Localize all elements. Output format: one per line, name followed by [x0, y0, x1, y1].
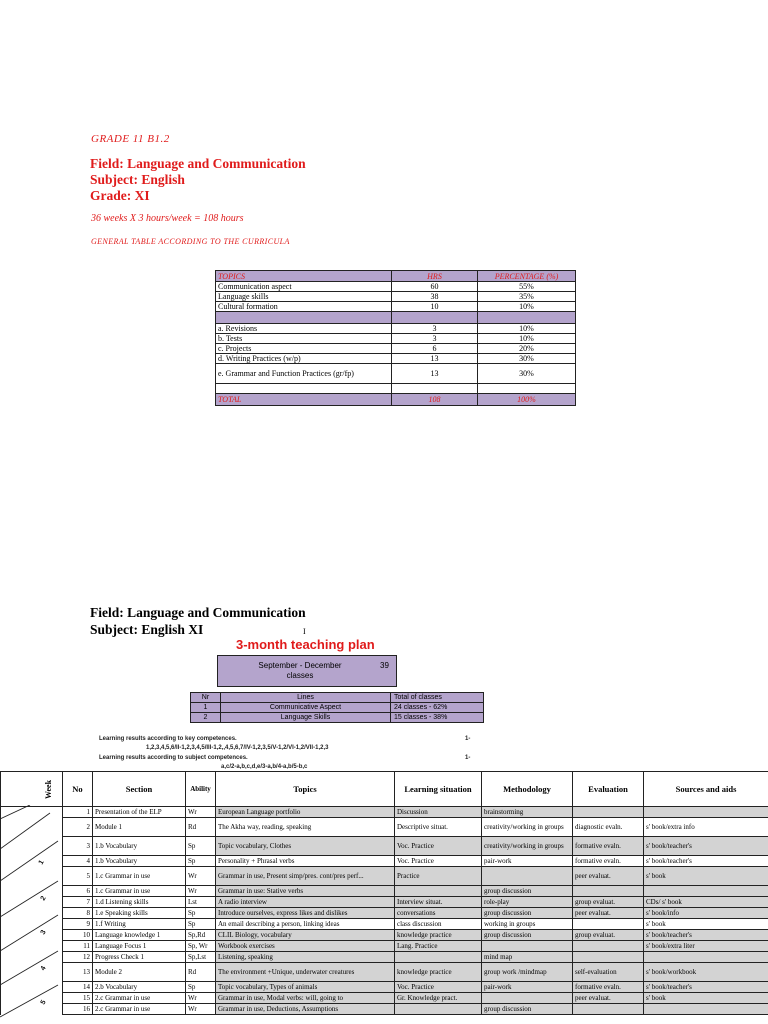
plan-topic: Topic vocabulary, Types of animals — [216, 982, 395, 993]
plan-row — [1, 930, 768, 941]
plan-topic: A radio interview — [216, 897, 395, 908]
plan-week-cell — [1, 908, 63, 919]
plan-situation: Interview situat. — [395, 897, 482, 908]
summary-topic: Communication aspect — [216, 282, 392, 292]
summary-total-label: TOTAL — [216, 394, 392, 406]
plan-eval: peer evaluat. — [573, 908, 644, 919]
plan-row — [1, 963, 768, 982]
lines-nr: 2 — [191, 713, 221, 723]
plan-header-sources: Sources and aids — [644, 772, 768, 807]
key-competences-num: 1- — [465, 736, 471, 742]
plan-row — [1, 897, 768, 908]
plan-method: pair-work — [482, 856, 573, 867]
plan-row — [1, 818, 768, 837]
plan-week-cell — [1, 867, 63, 886]
plan-situation: Lang. Practice — [395, 941, 482, 952]
plan-eval: group evaluat. — [573, 930, 644, 941]
plan-header-no: No — [63, 772, 93, 807]
plan-situation: Gr. Knowledge pract. — [395, 993, 482, 1004]
summary-topic: a. Revisions — [216, 324, 392, 334]
week-mark-4: 4 — [39, 965, 48, 972]
plan-ability: Lst — [186, 897, 216, 908]
plan-section: 2.b Vocabulary — [93, 982, 186, 993]
plan-situation: knowledge practice — [395, 963, 482, 982]
plan-section: Language knowledge 1 — [93, 930, 186, 941]
plan-ability: Sp — [186, 856, 216, 867]
summary-total-hrs: 108 — [392, 394, 478, 406]
summary-row — [216, 292, 576, 302]
key-competences-values: 1,2,3,4,5,6/II-1,2,3,4,5/III-1,2,,4,5,6,7/IV-1,2,3,5/V-1,2/VI-1,2/VII-1,2,3 — [146, 745, 329, 751]
plan-section: 2.c Grammar in use — [93, 993, 186, 1004]
plan-week-cell — [1, 982, 63, 993]
plan-method: brainstorming — [482, 807, 573, 818]
plan-sources: s' book/teacher's — [644, 982, 768, 993]
plan-no: 3 — [63, 837, 93, 856]
summary-hrs: 13 — [392, 364, 478, 384]
plan-week-cell — [1, 886, 63, 897]
period-box — [217, 655, 397, 687]
plan-row — [1, 886, 768, 897]
weeks-line: 36 weeks X 3 hours/week = 108 hours — [91, 213, 244, 224]
plan-section: Language Focus 1 — [93, 941, 186, 952]
summary-hrs: 60 — [392, 282, 478, 292]
summary-separator-row — [216, 312, 576, 324]
lines-header-lines: Lines — [221, 693, 391, 703]
plan-method: creativity/working in groups — [482, 818, 573, 837]
plan-no: 9 — [63, 919, 93, 930]
week-header-label: Week — [43, 779, 53, 799]
plan-ability: Sp, Wr — [186, 941, 216, 952]
lines-header-nr: Nr — [191, 693, 221, 703]
key-competences-label: Learning results according to key competences. — [99, 736, 237, 742]
week-mark-3: 3 — [39, 929, 48, 936]
plan-ability: Sp — [186, 919, 216, 930]
plan-row — [1, 952, 768, 963]
lines-name: Language Skills — [221, 713, 391, 723]
plan-sources: s' book/teacher's — [644, 930, 768, 941]
summary-header-row — [216, 271, 576, 282]
subject-competences-num: 1- — [465, 755, 471, 761]
plan-method: role-play — [482, 897, 573, 908]
summary-total-row — [216, 394, 576, 406]
summary-pct: 55% — [478, 282, 576, 292]
lines-nr: 1 — [191, 703, 221, 713]
lines-table — [190, 692, 484, 723]
lines-row — [191, 713, 484, 723]
lines-row — [191, 703, 484, 713]
plan-method: working in groups — [482, 919, 573, 930]
subject-competences-label: Learning results according to subject competences. — [99, 755, 248, 761]
plan-situation: knowledge practice — [395, 930, 482, 941]
plan-header-eval: Evaluation — [573, 772, 644, 807]
summary-pct: 30% — [478, 354, 576, 364]
plan-situation: Voc. Practice — [395, 856, 482, 867]
plan-no: 7 — [63, 897, 93, 908]
summary-header-hrs: HRS — [392, 271, 478, 282]
plan-sources: s' book/teacher's — [644, 837, 768, 856]
plan-situation: Voc. Practice — [395, 982, 482, 993]
grade-line: GRADE 11 B1.2 — [91, 133, 170, 145]
plan-week-cell — [1, 897, 63, 908]
field-title: Field: Language and Communication — [90, 156, 306, 171]
plan-header-topics: Topics — [216, 772, 395, 807]
plan-situation: Descriptive situat. — [395, 818, 482, 837]
plan-method — [482, 867, 573, 886]
summary-row — [216, 282, 576, 292]
summary-row — [216, 324, 576, 334]
period-classes-count: 39 — [380, 661, 389, 670]
plan-sources: s' book — [644, 919, 768, 930]
plan-section: Progress Check 1 — [93, 952, 186, 963]
summary-pct: 10% — [478, 324, 576, 334]
plan-eval — [573, 952, 644, 963]
plan-topic: An email describing a person, linking ideas — [216, 919, 395, 930]
plan-week-cell — [1, 919, 63, 930]
lines-header-row — [191, 693, 484, 703]
plan-table — [0, 771, 768, 1015]
plan-topic: Topic vocabulary, Clothes — [216, 837, 395, 856]
subject-title: Subject: English — [90, 172, 185, 187]
plan-section: 1.d Listening skills — [93, 897, 186, 908]
plan-topic: Grammar in use, Modal verbs: will, going to — [216, 993, 395, 1004]
plan-week-cell — [1, 941, 63, 952]
plan-topic: Grammar in use: Stative verbs — [216, 886, 395, 897]
summary-row — [216, 334, 576, 344]
plan-method: pair-work — [482, 982, 573, 993]
plan-row — [1, 867, 768, 886]
plan-method — [482, 993, 573, 1004]
plan-section: 1.c Grammar in use — [93, 886, 186, 897]
plan-title: 3-month teaching plan — [236, 637, 375, 652]
plan-ability: Sp — [186, 982, 216, 993]
plan-sources: s' book — [644, 993, 768, 1004]
plan-no: 16 — [63, 1004, 93, 1015]
general-table-heading: GENERAL TABLE ACCORDING TO THE CURRICULA — [91, 237, 290, 246]
week-mark-2: 2 — [39, 895, 48, 902]
plan-section: 1.e Speaking skills — [93, 908, 186, 919]
plan-ability: Sp,Lst — [186, 952, 216, 963]
plan-method: group discussion — [482, 886, 573, 897]
plan-no: 11 — [63, 941, 93, 952]
summary-topic: d. Writing Practices (w/p) — [216, 354, 392, 364]
plan-row — [1, 856, 768, 867]
plan-topic: European Language portfolio — [216, 807, 395, 818]
plan-eval: group evaluat. — [573, 897, 644, 908]
plan-week-cell — [1, 952, 63, 963]
summary-topic: b. Tests — [216, 334, 392, 344]
summary-row — [216, 302, 576, 312]
summary-topic: e. Grammar and Function Practices (gr/fp) — [216, 364, 392, 384]
plan-week-cell — [1, 930, 63, 941]
plan-sources: s' book/extra liter — [644, 941, 768, 952]
plan-method: mind map — [482, 952, 573, 963]
plan-eval: peer evaluat. — [573, 867, 644, 886]
plan-topic: Personality + Phrasal verbs — [216, 856, 395, 867]
plan-ability: Rd — [186, 963, 216, 982]
plan-topic: Workbook exercises — [216, 941, 395, 952]
plan-situation — [395, 1004, 482, 1015]
plan-ability: Wr — [186, 867, 216, 886]
plan-situation: Practice — [395, 867, 482, 886]
summary-header-topics: TOPICS — [216, 271, 392, 282]
plan-section: 1.b Vocabulary — [93, 837, 186, 856]
section2-subject: Subject: English XI — [90, 622, 204, 637]
plan-week-cell — [1, 1004, 63, 1015]
plan-row — [1, 1004, 768, 1015]
plan-eval — [573, 1004, 644, 1015]
plan-method: creativity/working in groups — [482, 837, 573, 856]
plan-row — [1, 993, 768, 1004]
plan-ability: Sp — [186, 837, 216, 856]
plan-week-cell — [1, 856, 63, 867]
summary-hrs: 38 — [392, 292, 478, 302]
plan-sources — [644, 952, 768, 963]
plan-row — [1, 982, 768, 993]
plan-topic: Grammar in use, Present simp/pres. cont/pres perf... — [216, 867, 395, 886]
plan-section: Module 2 — [93, 963, 186, 982]
plan-header-situation: Learning situation — [395, 772, 482, 807]
plan-ability: Sp,Rd — [186, 930, 216, 941]
plan-section: 1.c Grammar in use — [93, 867, 186, 886]
summary-row — [216, 344, 576, 354]
plan-sources: s' book/workbook — [644, 963, 768, 982]
plan-sources: CDs/ s' book — [644, 897, 768, 908]
plan-situation — [395, 952, 482, 963]
plan-sources — [644, 886, 768, 897]
summary-header-pct: PERCENTAGE (%) — [478, 271, 576, 282]
plan-header-row — [1, 772, 768, 807]
period-label: September - December classes — [258, 661, 342, 680]
plan-sources — [644, 1004, 768, 1015]
summary-pct: 10% — [478, 334, 576, 344]
plan-method — [482, 941, 573, 952]
plan-eval — [573, 886, 644, 897]
plan-sources — [644, 807, 768, 818]
plan-row — [1, 908, 768, 919]
plan-method: group discussion — [482, 1004, 573, 1015]
plan-body — [1, 807, 768, 1015]
plan-eval — [573, 919, 644, 930]
plan-topic: Introduce ourselves, express likes and dislikes — [216, 908, 395, 919]
plan-row — [1, 807, 768, 818]
plan-ability: Rd — [186, 818, 216, 837]
plan-method: group discussion — [482, 930, 573, 941]
plan-eval — [573, 941, 644, 952]
summary-pct: 30% — [478, 364, 576, 384]
summary-hrs: 3 — [392, 334, 478, 344]
plan-no: 15 — [63, 993, 93, 1004]
section2-heading — [90, 604, 306, 638]
lines-name: Communicative Aspect — [221, 703, 391, 713]
plan-eval: formative evaln. — [573, 837, 644, 856]
plan-no: 4 — [63, 856, 93, 867]
section2-field: Field: Language and Communication — [90, 605, 306, 620]
plan-ability: Wr — [186, 1004, 216, 1015]
plan-header-section: Section — [93, 772, 186, 807]
plan-week-cell — [1, 993, 63, 1004]
plan-no: 6 — [63, 886, 93, 897]
summary-hrs: 10 — [392, 302, 478, 312]
plan-no: 10 — [63, 930, 93, 941]
summary-hrs: 6 — [392, 344, 478, 354]
plan-header-ability: Ability — [186, 772, 216, 807]
plan-section: 1.f Writing — [93, 919, 186, 930]
plan-eval: diagnostic evaln. — [573, 818, 644, 837]
plan-section: 2.c Grammar in use — [93, 1004, 186, 1015]
summary-table — [215, 270, 576, 406]
plan-header-week — [1, 772, 63, 807]
plan-topic: The Akha way, reading, speaking — [216, 818, 395, 837]
plan-situation: conversations — [395, 908, 482, 919]
plan-topic: Grammar in use, Deductions, Assumptions — [216, 1004, 395, 1015]
plan-header-method: Methodology — [482, 772, 573, 807]
summary-pct: 35% — [478, 292, 576, 302]
plan-no: 12 — [63, 952, 93, 963]
plan-week-cell — [1, 837, 63, 856]
week-mark-1: 1 — [37, 859, 46, 866]
plan-no: 2 — [63, 818, 93, 837]
lines-total: 15 classes - 38% — [391, 713, 484, 723]
plan-week-cell — [1, 818, 63, 837]
plan-no: 8 — [63, 908, 93, 919]
plan-section: Module 1 — [93, 818, 186, 837]
plan-situation — [395, 886, 482, 897]
plan-no: 13 — [63, 963, 93, 982]
stray-mark: I — [303, 627, 306, 636]
summary-row — [216, 354, 576, 364]
plan-sources: s' book/info — [644, 908, 768, 919]
plan-ability: Wr — [186, 993, 216, 1004]
field-block — [90, 156, 306, 204]
plan-situation: Voc. Practice — [395, 837, 482, 856]
summary-topic: c. Projects — [216, 344, 392, 354]
plan-situation: class discussion — [395, 919, 482, 930]
plan-sources: s' book/extra info — [644, 818, 768, 837]
summary-total-pct: 100% — [478, 394, 576, 406]
lines-total: 24 classes - 62% — [391, 703, 484, 713]
plan-situation: Discussion — [395, 807, 482, 818]
plan-row — [1, 837, 768, 856]
plan-ability: Sp — [186, 908, 216, 919]
summary-topic: Cultural formation — [216, 302, 392, 312]
plan-eval: self-evaluation — [573, 963, 644, 982]
plan-topic: The environment +Unique, underwater creatures — [216, 963, 395, 982]
plan-sources: s' book — [644, 867, 768, 886]
subject-competences-values: a,c/2-a,b,c,d,e/3-a,b/4-a,b/5-b,c — [221, 764, 308, 770]
plan-no: 1 — [63, 807, 93, 818]
plan-eval — [573, 807, 644, 818]
summary-topic: Language skills — [216, 292, 392, 302]
plan-method: group discussion — [482, 908, 573, 919]
summary-pct: 20% — [478, 344, 576, 354]
plan-eval: formative evaln. — [573, 982, 644, 993]
plan-ability: Wr — [186, 886, 216, 897]
plan-row — [1, 919, 768, 930]
summary-row — [216, 364, 576, 384]
plan-row — [1, 941, 768, 952]
plan-eval: formative evaln. — [573, 856, 644, 867]
summary-pct: 10% — [478, 302, 576, 312]
plan-week-cell — [1, 963, 63, 982]
plan-no: 14 — [63, 982, 93, 993]
plan-method: group work /mindmap — [482, 963, 573, 982]
plan-section: Presentation of the ELP — [93, 807, 186, 818]
summary-hrs: 13 — [392, 354, 478, 364]
plan-ability: Wr — [186, 807, 216, 818]
plan-no: 5 — [63, 867, 93, 886]
summary-blank-row — [216, 384, 576, 394]
grade-title: Grade: XI — [90, 188, 150, 203]
plan-topic: Listening, speaking — [216, 952, 395, 963]
plan-eval: peer evaluat. — [573, 993, 644, 1004]
plan-week-cell — [1, 807, 63, 818]
plan-topic: CLIL Biology, vocabulary — [216, 930, 395, 941]
summary-hrs: 3 — [392, 324, 478, 334]
week-mark-5: 5 — [39, 999, 48, 1006]
plan-section: 1.b Vocabulary — [93, 856, 186, 867]
plan-sources: s' book/teacher's — [644, 856, 768, 867]
lines-header-total: Total of classes — [391, 693, 484, 703]
